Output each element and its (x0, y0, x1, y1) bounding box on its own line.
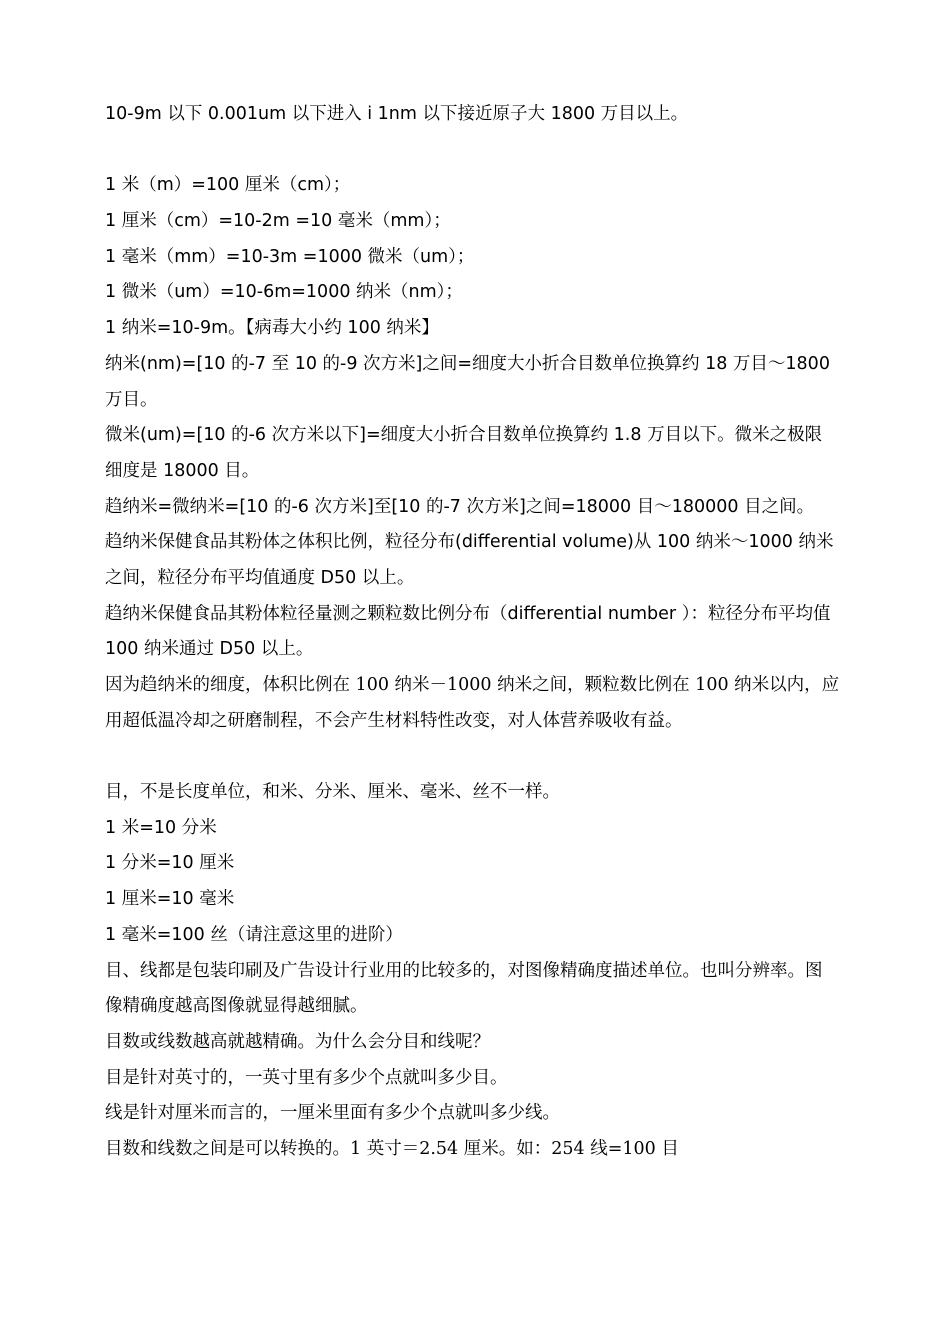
paragraph-line: 1 毫米=100 丝（请注意这里的进阶） (105, 924, 403, 945)
paragraph-line: 1 微米（um）=10-6m=1000 纳米（nm）； (105, 282, 463, 303)
paragraph-line: 1 厘米=10 毫米 (105, 889, 235, 910)
paragraph-line: 微米(um)=[10 的-6 次方米以下]=细度大小折合目数单位换算约 1.8 万目以下。微米之极限 (105, 425, 823, 446)
paragraph-line: 1 分米=10 厘米 (105, 853, 235, 874)
paragraph-line: 1 米=10 分米 (105, 817, 217, 838)
paragraph-line: 目、线都是包装印刷及广告设计行业用的比较多的，对图像精确度描述单位。也叫分辨率。图 (105, 960, 823, 981)
paragraph-line: 目是针对英寸的，一英寸里有多少个点就叫多少目。 (105, 1067, 508, 1088)
blank-line (105, 739, 865, 775)
paragraph-line: 1 厘米（cm）=10-2m =10 毫米（mm）； (105, 211, 451, 232)
paragraph-line: 因为趋纳米的细度，体积比例在 100 纳米－1000 纳米之间，颗粒数比例在 100 纳米以内，应 (105, 675, 840, 695)
paragraph-line: 1 纳米=10-9m。【病毒大小约 100 纳米】 (105, 318, 439, 339)
paragraph-line: 1 毫米（mm）=10-3m =1000 微米（um）； (105, 246, 475, 267)
paragraph-line: 趋纳米保健食品其粉体粒径量测之颗粒数比例分布（differential number ）：粒径分布平均值 (105, 603, 831, 624)
paragraph-line: 趋纳米=微纳米=[10 的-6 次方米]至[10 的-7 次方米]之间=18000 目～180000 目之间。 (105, 496, 815, 517)
paragraph-line: 100 纳米通过 D50 以上。 (105, 639, 314, 660)
paragraph-line: 线是针对厘米而言的，一厘米里面有多少个点就叫多少线。 (105, 1103, 560, 1124)
document-body (105, 97, 865, 1168)
paragraph-line: 目数和线数之间是可以转换的。1 英寸＝2.54 厘米。如：254 线=100 目 (105, 1138, 679, 1159)
paragraph-line: 目，不是长度单位，和米、分米、厘米、毫米、丝不一样。 (105, 782, 560, 803)
paragraph-line: 万目。 (105, 389, 158, 410)
paragraph-line: 10-9m 以下 0.001um 以下进入 i 1nm 以下接近原子大 1800 万目以上。 (105, 104, 689, 124)
paragraph-line: 1 米（m）=100 厘米（cm）； (105, 175, 351, 196)
paragraph-line: 像精确度越高图像就显得越细腻。 (105, 996, 368, 1017)
paragraph-line: 之间，粒径分布平均值通度 D50 以上。 (105, 567, 415, 588)
blank-line (105, 133, 865, 169)
paragraph-line: 纳米(nm)=[10 的-7 至 10 的-9 次方米]之间=细度大小折合目数单位换算约 18 万目～1800 (105, 353, 830, 374)
paragraph-line: 趋纳米保健食品其粉体之体积比例，粒径分布(differential volume)从 100 纳米～1000 纳米 (105, 532, 834, 553)
paragraph-line: 用超低温冷却之研磨制程，不会产生材料特性改变，对人体营养吸收有益。 (105, 710, 683, 731)
paragraph-line: 目数或线数越高就越精确。为什么会分目和线呢？ (105, 1031, 490, 1052)
paragraph-line: 细度是 18000 目。 (105, 460, 260, 481)
